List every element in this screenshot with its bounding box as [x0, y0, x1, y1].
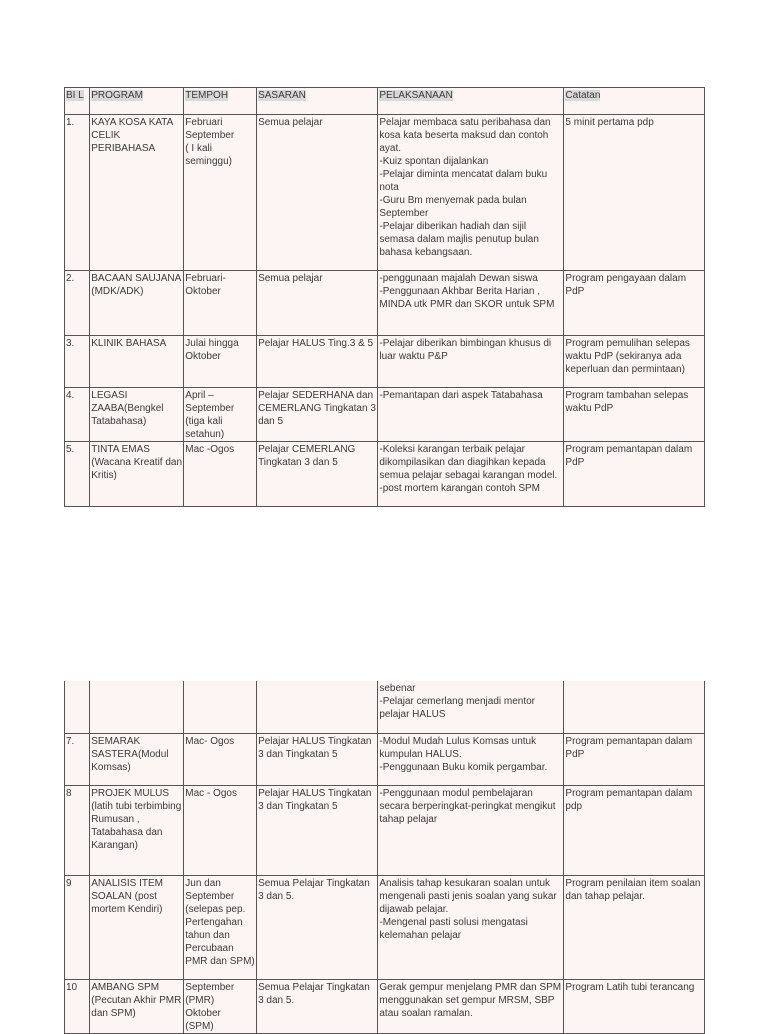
table-row — [65, 681, 705, 733]
cell-tempoh: Jun dan September (selepas pep. Pertengahan tahun dan Percubaan PMR dan SPM) — [184, 875, 257, 979]
cell-bil: 9 — [65, 875, 90, 979]
program-table-part-2 — [64, 681, 705, 1034]
header-pelaksanaan: PELAKSANAAN — [378, 88, 564, 115]
cell-program: ANALISIS ITEM SOALAN (post mortem Kendiri) — [90, 875, 184, 979]
cell-pelaksanaan: Pelajar membaca satu peribahasa dan kosa kata beserta maksud dan contoh ayat. -Kuiz spontan dijalankan -Pelajar diminta mencatat dalam buku nota -Guru Bm menyemak pada bulan September -Pelajar diberikan hadiah dan sijil semasa dalam majlis penutup bulan bahasa kebangsaan. — [378, 115, 564, 271]
header-program: PROGRAM — [90, 88, 184, 115]
cell-catatan: Program pemulihan selepas waktu PdP (sekiranya ada keperluan dan permintaan) — [564, 336, 705, 388]
cell-bil: 1. — [65, 115, 90, 271]
cell-program: LEGASI ZAABA(Bengkel Tatabahasa) — [90, 388, 184, 442]
cell-program: KLINIK BAHASA — [90, 336, 184, 388]
cell-catatan: Program pengayaan dalam PdP — [564, 271, 705, 336]
cell-program: AMBANG SPM (Pecutan Akhir PMR dan SPM) — [90, 979, 184, 1033]
cell-pelaksanaan: -Modul Mudah Lulus Komsas untuk kumpulan HALUS. -Penggunaan Buku komik pergambar. — [378, 733, 564, 785]
cell-pelaksanaan: -Pelajar diberikan bimbingan khusus di luar waktu P&P — [378, 336, 564, 388]
cell-sasaran: Semua pelajar — [257, 115, 378, 271]
table-header-row — [65, 88, 705, 115]
cell-sasaran: Pelajar CEMERLANG Tingkatan 3 dan 5 — [257, 442, 378, 507]
table-row — [65, 388, 705, 442]
cell-program: PROJEK MULUS (latih tubi terbimbing Rumusan , Tatabahasa dan Karangan) — [90, 785, 184, 875]
cell-bil: 8 — [65, 785, 90, 875]
cell-catatan: Program pemantapan dalam pdp — [564, 785, 705, 875]
cell-program — [90, 681, 184, 733]
cell-bil: 4. — [65, 388, 90, 442]
header-tempoh: TEMPOH — [184, 88, 257, 115]
cell-pelaksanaan: -penggunaan majalah Dewan siswa -Penggunaan Akhbar Berita Harian , MINDA utk PMR dan SKOR untuk SPM — [378, 271, 564, 336]
table-row — [65, 733, 705, 785]
table-row — [65, 785, 705, 875]
cell-sasaran: Semua pelajar — [257, 271, 378, 336]
cell-sasaran: Semua Pelajar Tingkatan 3 dan 5. — [257, 979, 378, 1033]
table-row — [65, 271, 705, 336]
cell-bil: 5. — [65, 442, 90, 507]
program-table-part-1 — [64, 87, 705, 507]
cell-pelaksanaan: sebenar -Pelajar cemerlang menjadi mentor pelajar HALUS — [378, 681, 564, 733]
cell-sasaran: Pelajar HALUS Ting.3 & 5 — [257, 336, 378, 388]
cell-bil — [65, 681, 90, 733]
cell-catatan: Program penilaian item soalan dan tahap pelajar. — [564, 875, 705, 979]
cell-program: TINTA EMAS (Wacana Kreatif dan Kritis) — [90, 442, 184, 507]
cell-sasaran: Pelajar SEDERHANA dan CEMERLANG Tingkatan 3 dan 5 — [257, 388, 378, 442]
cell-tempoh: Februari-Oktober — [184, 271, 257, 336]
cell-pelaksanaan: Analisis tahap kesukaran soalan untuk mengenali pasti jenis soalan yang sukar dijawab pelajar. -Mengenal pasti solusi mengatasi kelemahan pelajar — [378, 875, 564, 979]
cell-tempoh: Februari September ( I kali seminggu) — [184, 115, 257, 271]
cell-catatan: Program pemantapan dalam PdP — [564, 733, 705, 785]
cell-bil: 7. — [65, 733, 90, 785]
cell-sasaran: Pelajar HALUS Tingkatan 3 dan Tingkatan 5 — [257, 733, 378, 785]
cell-tempoh: Mac- Ogos — [184, 733, 257, 785]
cell-tempoh: Mac -Ogos — [184, 442, 257, 507]
cell-tempoh: Mac - Ogos — [184, 785, 257, 875]
cell-program: BACAAN SAUJANA (MDK/ADK) — [90, 271, 184, 336]
header-bil: BI L — [65, 88, 90, 115]
cell-catatan: Program tambahan selepas waktu PdP — [564, 388, 705, 442]
cell-catatan: Program Latih tubi terancang — [564, 979, 705, 1033]
cell-pelaksanaan: -Koleksi karangan terbaik pelajar dikompilasikan dan diagihkan kepada semua pelajar sebagai karangan model. -post mortem karangan contoh SPM — [378, 442, 564, 507]
cell-pelaksanaan: -Penggunaan modul pembelajaran secara berperingkat-peringkat mengikut tahap pelajar — [378, 785, 564, 875]
cell-catatan — [564, 681, 705, 733]
table-row — [65, 115, 705, 271]
cell-tempoh — [184, 681, 257, 733]
cell-sasaran: Pelajar HALUS Tingkatan 3 dan Tingkatan 5 — [257, 785, 378, 875]
table-row — [65, 442, 705, 507]
cell-tempoh: April – September (tiga kali setahun) — [184, 388, 257, 442]
cell-bil: 3. — [65, 336, 90, 388]
table-row — [65, 979, 705, 1033]
cell-pelaksanaan: -Pemantapan dari aspek Tatabahasa — [378, 388, 564, 442]
cell-program: SEMARAK SASTERA(Modul Komsas) — [90, 733, 184, 785]
cell-sasaran — [257, 681, 378, 733]
table-row — [65, 336, 705, 388]
cell-tempoh: Julai hingga Oktober — [184, 336, 257, 388]
header-sasaran: SASARAN — [257, 88, 378, 115]
cell-catatan: 5 minit pertama pdp — [564, 115, 705, 271]
cell-tempoh: September (PMR) Oktober (SPM) — [184, 979, 257, 1033]
cell-sasaran: Semua Pelajar Tingkatan 3 dan 5. — [257, 875, 378, 979]
table-row — [65, 875, 705, 979]
cell-bil: 10 — [65, 979, 90, 1033]
header-catatan: Catatan — [564, 88, 705, 115]
cell-catatan: Program pemantapan dalam PdP — [564, 442, 705, 507]
cell-bil: 2. — [65, 271, 90, 336]
cell-program: KAYA KOSA KATA CELIK PERIBAHASA — [90, 115, 184, 271]
cell-pelaksanaan: Gerak gempur menjelang PMR dan SPM menggunakan set gempur MRSM, SBP atau soalan ramalan. — [378, 979, 564, 1033]
